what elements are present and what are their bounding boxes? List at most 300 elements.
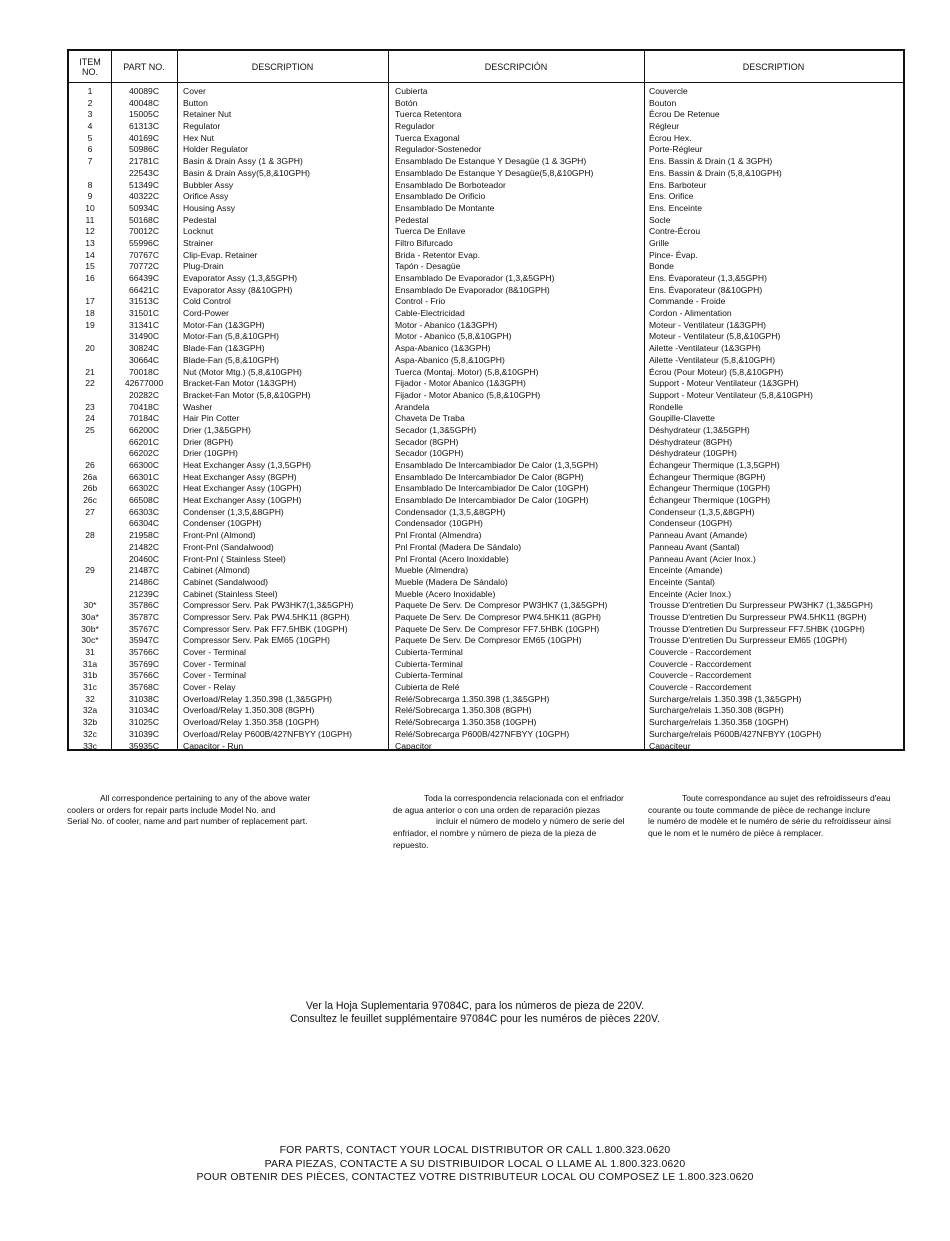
description-en-cell: Pedestal bbox=[183, 214, 217, 225]
description-en-cell: Button bbox=[183, 97, 208, 108]
description-fr-cell: Surcharge/relais P600B/427NFBYY (10GPH) bbox=[649, 728, 822, 739]
part-no-cell: 66200C bbox=[128, 424, 160, 435]
item-no-cell: 7 bbox=[87, 156, 93, 167]
description-fr-cell: Ens. Évaporateur (1,3,&5GPH) bbox=[649, 273, 767, 283]
note-line: incluir el número de modelo y número de serie del bbox=[436, 816, 625, 827]
description-en-cell: Hair Pin Cotter bbox=[183, 413, 240, 424]
description-en-cell: Capacitor - Run bbox=[183, 740, 244, 751]
description-en-cell: Plug-Drain bbox=[183, 261, 224, 272]
table-row bbox=[69, 144, 903, 156]
description-es-cell: Secador (10GPH) bbox=[395, 448, 464, 459]
item-no-cell: 14 bbox=[85, 249, 95, 260]
description-fr-cell: Échangeur Thermique (1,3,5GPH) bbox=[649, 460, 780, 470]
description-es-cell: Pedestal bbox=[395, 214, 429, 225]
description-en-cell: Drier (1,3&5GPH) bbox=[183, 424, 251, 435]
item-no-cell: 28 bbox=[85, 530, 95, 541]
description-fr-cell: Ens. Évaporateur (8&10GPH) bbox=[649, 284, 763, 295]
description-fr-cell: Couvercle bbox=[649, 86, 688, 96]
table-row bbox=[69, 273, 903, 285]
description-en-cell: Drier (8GPH) bbox=[183, 436, 234, 447]
description-en-cell: Compressor Serv. Pak EM65 (10GPH) bbox=[183, 635, 330, 646]
description-en-cell: Bracket-Fan Motor (1&3GPH) bbox=[183, 378, 297, 389]
table-row bbox=[69, 425, 903, 437]
description-es-cell: Tuerca (Montaj. Motor) (5,8,&10GPH) bbox=[395, 366, 539, 377]
description-en-cell: Cold Control bbox=[183, 296, 231, 307]
description-es-cell: Cubierta-Terminal bbox=[395, 670, 463, 681]
part-no-cell: 66302C bbox=[128, 483, 160, 494]
description-es-cell: Cable-Electricidad bbox=[395, 308, 465, 319]
part-no-cell: 66303C bbox=[128, 506, 160, 517]
description-es-cell: Paquete De Serv. De Compresor FF7.5HBK (10GPH) bbox=[395, 623, 600, 634]
table-row bbox=[69, 402, 903, 414]
part-no-cell: 35768C bbox=[128, 682, 160, 693]
table-row bbox=[69, 343, 903, 355]
item-no-cell: 31c bbox=[83, 682, 97, 693]
description-fr-cell: Enceinte (Amande) bbox=[649, 565, 723, 576]
description-es-cell: Tuerca Exagonal bbox=[395, 132, 460, 143]
table-row bbox=[69, 156, 903, 168]
note-line: enfriador, el nombre y número de pieza de la pieza de bbox=[393, 828, 597, 839]
item-no-cell: 23 bbox=[85, 401, 95, 412]
description-es-cell: Cubierta-Terminal bbox=[395, 647, 463, 657]
description-fr-cell: Trousse D'entretien Du Surpresseur PW4.5HK11 (8GPH) bbox=[649, 611, 867, 622]
description-es-cell: Botón bbox=[395, 97, 418, 108]
description-es-cell: Cubierta-Terminal bbox=[395, 658, 463, 669]
description-en-cell: Basin & Drain Assy (1 & 3GPH) bbox=[183, 156, 303, 167]
item-no-cell: 21 bbox=[85, 366, 95, 377]
note-line: repuesto. bbox=[393, 839, 429, 850]
description-es-cell: Fijador - Motor Abanico (1&3GPH) bbox=[395, 378, 526, 389]
item-no-cell: 12 bbox=[85, 226, 95, 237]
description-es-cell: Relé/Sobrecarga 1.350.308 (8GPH) bbox=[395, 705, 532, 716]
part-no-cell: 30664C bbox=[128, 354, 160, 365]
description-en-cell: Cover - Relay bbox=[183, 682, 236, 693]
description-en-cell: Housing Assy bbox=[183, 202, 236, 213]
part-no-cell: 66201C bbox=[128, 436, 160, 447]
description-fr-cell: Surcharge/relais 1.350.308 (8GPH) bbox=[649, 705, 784, 716]
description-en-cell: Drier (10GPH) bbox=[183, 448, 238, 459]
part-no-cell: 31034C bbox=[128, 705, 160, 716]
part-no-cell: 21781C bbox=[128, 156, 160, 167]
item-no-cell: 18 bbox=[85, 308, 95, 319]
description-es-cell: Condensador (1,3,5,&8GPH) bbox=[395, 506, 506, 517]
table-row bbox=[69, 180, 903, 192]
description-en-cell: Cabinet (Almond) bbox=[183, 565, 250, 576]
table-row bbox=[69, 530, 903, 542]
description-es-cell: Paquete De Serv. De Compresor PW4.5HK11 (8GPH) bbox=[395, 611, 602, 622]
description-en-cell: Cord-Power bbox=[183, 308, 229, 319]
description-fr-cell: Condenseur (10GPH) bbox=[649, 518, 733, 529]
part-no-cell: 31513C bbox=[128, 296, 160, 307]
description-es-cell: Pnl Frontal (Acero Inoxidable) bbox=[395, 553, 509, 564]
description-en-cell: Bubbler Assy bbox=[183, 179, 234, 190]
description-es-cell: Tuerca De Enllave bbox=[395, 226, 466, 237]
description-en-cell: Clip-Evap. Retainer bbox=[183, 249, 258, 260]
description-en-cell: Hex Nut bbox=[183, 132, 215, 143]
item-no-cell: 29 bbox=[85, 565, 95, 576]
description-es-cell: Ensamblado De Estanque Y Desagüe (1 & 3GPH) bbox=[395, 156, 587, 167]
table-row bbox=[69, 647, 903, 659]
description-en-cell: Locknut bbox=[183, 226, 214, 237]
table-row bbox=[69, 355, 903, 367]
table-row bbox=[69, 612, 903, 624]
description-es-cell: Condensador (10GPH) bbox=[395, 518, 483, 529]
description-es-cell: Ensamblado De Evaporador (8&10GPH) bbox=[395, 284, 550, 295]
part-no-cell: 22543C bbox=[128, 167, 160, 178]
description-es-cell: Ensamblado De Montante bbox=[395, 202, 495, 213]
description-es-cell: Pnl Frontal (Almendra) bbox=[395, 530, 482, 541]
table-row bbox=[69, 331, 903, 343]
description-fr-cell: Enceinte (Acier Inox.) bbox=[649, 588, 732, 599]
description-en-cell: Heat Exchanger Assy (1,3,5GPH) bbox=[183, 460, 312, 470]
table-row bbox=[69, 565, 903, 577]
description-es-cell: Secador (8GPH) bbox=[395, 436, 459, 447]
part-no-cell: 70418C bbox=[128, 401, 160, 412]
table-row bbox=[69, 320, 903, 332]
item-no-cell: 6 bbox=[87, 144, 93, 155]
part-no-cell: 30824C bbox=[128, 343, 160, 354]
part-no-cell: 21487C bbox=[128, 565, 160, 576]
item-no-cell: 30* bbox=[83, 600, 97, 611]
description-es-cell: Secador (1,3&5GPH) bbox=[395, 424, 477, 435]
description-es-cell: Ensamblado De Borboteador bbox=[395, 179, 506, 190]
description-es-cell: Relé/Sobrecarga 1.350.398 (1,3&5GPH) bbox=[395, 693, 550, 704]
description-en-cell: Evaporator Assy (8&10GPH) bbox=[183, 284, 293, 295]
description-fr-cell: Bouton bbox=[649, 97, 677, 108]
description-es-cell: Relé/Sobrecarga P600B/427NFBYY (10GPH) bbox=[395, 728, 570, 739]
part-no-cell: 21486C bbox=[128, 576, 160, 587]
table-row bbox=[69, 203, 903, 215]
description-fr-cell: Écrou De Retenue bbox=[649, 109, 720, 120]
description-en-cell: Condenser (10GPH) bbox=[183, 518, 262, 529]
part-no-cell: 35787C bbox=[128, 611, 160, 622]
part-no-cell: 20460C bbox=[128, 553, 160, 564]
part-no-cell: 20282C bbox=[128, 389, 160, 400]
description-fr-cell: Déshydrateur (8GPH) bbox=[649, 436, 733, 447]
note-line: de agua anterior o con una orden de reparación piezas bbox=[393, 804, 600, 815]
note-french bbox=[648, 793, 908, 840]
description-fr-cell: Support - Moteur Ventilateur (1&3GPH) bbox=[649, 378, 799, 389]
note-line: All correspondence pertaining to any of the above water bbox=[100, 793, 311, 803]
description-fr-cell: Grille bbox=[649, 237, 670, 248]
description-es-cell: Regulador-Sostenedor bbox=[395, 144, 482, 155]
contact-line-es: PARA PIEZAS, CONTACTE A SU DISTRIBUIDOR LOCAL O LLAME AL 1.800.323.0620 bbox=[264, 1158, 686, 1170]
header-item-no: ITEM NO. bbox=[79, 56, 101, 77]
parts-table bbox=[67, 49, 905, 751]
table-row bbox=[69, 448, 903, 460]
description-es-cell: Aspa-Abanico (1&3GPH) bbox=[395, 343, 491, 354]
description-es-cell: Ensamblado De Intercambiador De Calor (8GPH) bbox=[395, 471, 584, 482]
table-row bbox=[69, 413, 903, 425]
description-es-cell: Ensamblado De Intercambiador De Calor (1,3,5GPH) bbox=[395, 460, 598, 470]
description-fr-cell: Ens. Bassin & Drain (5,8,&10GPH) bbox=[649, 167, 782, 178]
part-no-cell: 42677000 bbox=[124, 378, 164, 389]
description-en-cell: Overload/Relay 1.350.358 (10GPH) bbox=[183, 717, 320, 728]
table-row bbox=[69, 518, 903, 530]
description-en-cell: Retainer Nut bbox=[183, 109, 232, 120]
description-fr-cell: Couvercle - Raccordement bbox=[649, 658, 752, 669]
description-fr-cell: Panneau Avant (Acier Inox.) bbox=[649, 553, 756, 564]
table-row bbox=[69, 705, 903, 717]
table-row bbox=[69, 296, 903, 308]
description-fr-cell: Pince- Évap. bbox=[649, 249, 698, 260]
part-no-cell: 35947C bbox=[128, 635, 160, 646]
table-body bbox=[69, 86, 903, 752]
description-fr-cell: Panneau Avant (Amande) bbox=[649, 530, 748, 541]
item-no-cell: 11 bbox=[85, 214, 95, 225]
note-line: coolers or orders for repair parts include Model No. and bbox=[67, 804, 276, 815]
note-line: le numéro de modèle et le numéro de série du refroidisseur ainsi bbox=[648, 816, 891, 827]
description-en-cell: Front-Pnl ( Stainless Steel) bbox=[183, 553, 286, 564]
table-row bbox=[69, 168, 903, 180]
table-row bbox=[69, 659, 903, 671]
table-row bbox=[69, 98, 903, 110]
description-en-cell: Orifice Assy bbox=[183, 191, 229, 202]
table-row bbox=[69, 86, 903, 98]
table-row bbox=[69, 238, 903, 250]
table-row bbox=[69, 121, 903, 133]
part-no-cell: 66508C bbox=[128, 495, 160, 506]
description-en-cell: Compressor Serv. Pak FF7.5HBK (10GPH) bbox=[183, 623, 348, 634]
table-row bbox=[69, 589, 903, 601]
note-line: Toute correspondance au sujet des refroidisseurs d'eau bbox=[682, 793, 891, 803]
item-no-cell: 20 bbox=[85, 343, 95, 354]
description-es-cell: Fijador - Motor Abanico (5,8,&10GPH) bbox=[395, 389, 541, 400]
table-row bbox=[69, 437, 903, 449]
description-en-cell: Cover - Terminal bbox=[183, 647, 246, 657]
part-no-cell: 21482C bbox=[128, 541, 160, 552]
description-fr-cell: Échangeur Thermique (8GPH) bbox=[649, 471, 766, 482]
description-es-cell: Motor - Abanico (5,8,&10GPH) bbox=[395, 331, 512, 342]
item-no-cell: 13 bbox=[85, 237, 95, 248]
part-no-cell: 66439C bbox=[128, 273, 160, 283]
item-no-cell: 32a bbox=[82, 705, 98, 716]
part-no-cell: 35766C bbox=[128, 647, 160, 657]
part-no-cell: 40322C bbox=[128, 191, 160, 202]
table-row bbox=[69, 133, 903, 145]
description-fr-cell: Enceinte (Santal) bbox=[649, 576, 715, 587]
description-en-cell: Overload/Relay 1.350.398 (1,3&5GPH) bbox=[183, 693, 333, 704]
description-fr-cell: Goupille-Clavette bbox=[649, 413, 715, 424]
item-no-cell: 26b bbox=[82, 483, 98, 494]
part-no-cell: 70018C bbox=[128, 366, 160, 377]
description-es-cell: Mueble (Acero Inoxidable) bbox=[395, 588, 496, 599]
description-fr-cell: Couvercle - Raccordement bbox=[649, 682, 752, 693]
description-en-cell: Compressor Serv. Pak PW4.5HK11 (8GPH) bbox=[183, 611, 350, 622]
item-no-cell: 32 bbox=[85, 693, 95, 704]
contact-line-fr: POUR OBTENIR DES PIÈCES, CONTACTEZ VOTRE DISTRIBUTEUR LOCAL OU COMPOSEZ LE 1.800.323.0620 bbox=[196, 1172, 754, 1183]
description-fr-cell: Cordon - Alimentation bbox=[649, 308, 732, 319]
item-no-cell: 16 bbox=[85, 273, 95, 283]
description-es-cell: Paquete De Serv. De Compresor PW3HK7 (1,3&5GPH) bbox=[395, 600, 608, 611]
description-fr-cell: Couvercle - Raccordement bbox=[649, 647, 752, 657]
description-es-cell: Paquete De Serv. De Compresor EM65 (10GPH) bbox=[395, 635, 582, 646]
part-no-cell: 70772C bbox=[128, 261, 160, 272]
table-row bbox=[69, 542, 903, 554]
description-fr-cell: Porte-Régleur bbox=[649, 144, 703, 155]
table-row bbox=[69, 367, 903, 379]
description-en-cell: Condenser (1,3,5,&8GPH) bbox=[183, 506, 284, 517]
description-en-cell: Washer bbox=[183, 401, 213, 412]
item-no-cell: 22 bbox=[85, 378, 95, 389]
note-spanish bbox=[393, 793, 638, 852]
header-description-fr: DESCRIPTION bbox=[742, 61, 805, 72]
part-no-cell: 70012C bbox=[128, 226, 160, 237]
part-no-cell: 70767C bbox=[128, 249, 160, 260]
description-fr-cell: Support - Moteur Ventilateur (5,8,&10GPH) bbox=[649, 389, 813, 400]
description-es-cell: Regulador bbox=[395, 121, 435, 132]
description-en-cell: Cabinet (Sandalwood) bbox=[183, 576, 269, 587]
description-es-cell: Ensamblado De Evaporador (1,3,&5GPH) bbox=[395, 273, 555, 283]
description-en-cell: Basin & Drain Assy(5,8,&10GPH) bbox=[183, 167, 311, 178]
part-no-cell: 50168C bbox=[128, 214, 160, 225]
description-es-cell: Motor - Abanico (1&3GPH) bbox=[395, 319, 498, 330]
description-fr-cell: Échangeur Thermique (10GPH) bbox=[649, 483, 771, 494]
part-no-cell: 50986C bbox=[128, 144, 160, 155]
item-no-cell: 30a* bbox=[81, 611, 99, 622]
table-row bbox=[69, 495, 903, 507]
item-no-cell: 19 bbox=[85, 319, 95, 330]
description-es-cell: Relé/Sobrecarga 1.350.358 (10GPH) bbox=[395, 717, 537, 728]
description-es-cell: Cubierta bbox=[395, 86, 428, 96]
description-es-cell: Ensamblado De Orificio bbox=[395, 191, 486, 202]
table-row bbox=[69, 483, 903, 495]
description-fr-cell: Surcharge/relais 1.350.358 (10GPH) bbox=[649, 717, 789, 728]
description-es-cell: Tuerca Retentora bbox=[395, 109, 462, 120]
description-en-cell: Heat Exchanger Assy (10GPH) bbox=[183, 495, 302, 506]
description-fr-cell: Déshydrateur (10GPH) bbox=[649, 448, 737, 459]
description-es-cell: Brida - Retentor Evap. bbox=[395, 249, 481, 260]
supplement-note-fr: Consultez le feuillet supplémentaire 97084C pour les numéros de pièces 220V. bbox=[289, 1013, 661, 1025]
description-en-cell: Cabinet (Stainless Steel) bbox=[183, 588, 278, 599]
description-es-cell: Capacitor bbox=[395, 740, 432, 751]
description-en-cell: Overload/Relay 1.350.308 (8GPH) bbox=[183, 705, 315, 716]
item-no-cell: 27 bbox=[85, 506, 95, 517]
description-en-cell: Heat Exchanger Assy (8GPH) bbox=[183, 471, 297, 482]
description-es-cell: Ensamblado De Estanque Y Desagüe(5,8,&10GPH) bbox=[395, 167, 594, 178]
part-no-cell: 50934C bbox=[128, 202, 160, 213]
description-fr-cell: Ens. Bassin & Drain (1 & 3GPH) bbox=[649, 156, 773, 167]
table-row bbox=[69, 109, 903, 121]
item-no-cell: 5 bbox=[87, 132, 93, 143]
table-row bbox=[69, 390, 903, 402]
description-es-cell: Aspa-Abanico (5,8,&10GPH) bbox=[395, 354, 505, 365]
description-fr-cell: Écrou (Pour Moteur) (5,8,&10GPH) bbox=[649, 366, 784, 377]
description-es-cell: Ensamblado De Intercambiador De Calor (10GPH) bbox=[395, 495, 589, 506]
table-row bbox=[69, 460, 903, 472]
description-en-cell: Regulator bbox=[183, 121, 221, 132]
part-no-cell: 70184C bbox=[128, 413, 160, 424]
description-en-cell: Evaporator Assy (1,3,&5GPH) bbox=[183, 273, 298, 283]
table-row bbox=[69, 600, 903, 612]
note-line: que le nom et le numéro de pièce à remplacer. bbox=[648, 828, 824, 839]
description-fr-cell: Écrou Hex. bbox=[649, 132, 692, 143]
item-no-cell: 33c bbox=[83, 740, 97, 751]
description-fr-cell: Condenseur (1,3,5,&8GPH) bbox=[649, 506, 755, 517]
table-row bbox=[69, 729, 903, 741]
table-row bbox=[69, 226, 903, 238]
description-fr-cell: Commande - Froide bbox=[649, 296, 726, 307]
table-row bbox=[69, 191, 903, 203]
description-fr-cell: Ens. Enceinte bbox=[649, 202, 703, 213]
header-description-en: DESCRIPTION bbox=[251, 61, 314, 72]
part-no-cell: 35767C bbox=[128, 623, 160, 634]
description-fr-cell: Couvercle - Raccordement bbox=[649, 670, 752, 681]
description-en-cell: Nut (Motor Mtg.) (5,8,&10GPH) bbox=[183, 366, 302, 377]
supplement-note-es: Ver la Hoja Suplementaria 97084C, para los números de pieza de 220V. bbox=[305, 1000, 645, 1012]
table-row bbox=[69, 624, 903, 636]
part-no-cell: 31038C bbox=[128, 693, 160, 704]
description-es-cell: Mueble (Almendra) bbox=[395, 565, 469, 576]
description-en-cell: Bracket-Fan Motor (5,8,&10GPH) bbox=[183, 389, 311, 400]
description-fr-cell: Ens. Orifice bbox=[649, 191, 694, 202]
part-no-cell: 31501C bbox=[128, 308, 160, 319]
description-en-cell: Front-Pnl (Almond) bbox=[183, 530, 256, 541]
description-es-cell: Ensamblado De Intercambiador De Calor (10GPH) bbox=[395, 483, 589, 494]
item-no-cell: 32c bbox=[83, 728, 97, 739]
table-row bbox=[69, 682, 903, 694]
item-no-cell: 2 bbox=[87, 97, 93, 108]
description-fr-cell: Déshydrateur (1,3&5GPH) bbox=[649, 424, 750, 435]
description-en-cell: Compressor Serv. Pak PW3HK7(1,3&5GPH) bbox=[183, 600, 354, 611]
item-no-cell: 32b bbox=[82, 717, 98, 728]
item-no-cell: 9 bbox=[87, 191, 93, 202]
item-no-cell: 17 bbox=[85, 296, 95, 307]
item-no-cell: 30c* bbox=[81, 635, 99, 646]
item-no-cell: 31b bbox=[82, 670, 98, 681]
note-line: courante ou toute commande de pièce de rechange inclure bbox=[648, 804, 871, 815]
part-no-cell: 40089C bbox=[128, 86, 160, 96]
description-fr-cell: Contre-Écrou bbox=[649, 226, 701, 237]
description-en-cell: Cover - Terminal bbox=[183, 670, 246, 681]
table-row bbox=[69, 472, 903, 484]
table-row bbox=[69, 694, 903, 706]
part-no-cell: 40048C bbox=[128, 97, 160, 108]
part-no-cell: 66300C bbox=[128, 460, 160, 470]
part-no-cell: 40169C bbox=[128, 132, 160, 143]
item-no-cell: 8 bbox=[87, 179, 93, 190]
description-fr-cell: Socle bbox=[649, 214, 671, 225]
note-line: Serial No. of cooler, name and part number of replacement part. bbox=[67, 816, 308, 827]
part-no-cell: 21239C bbox=[128, 588, 160, 599]
description-fr-cell: Échangeur Thermique (10GPH) bbox=[649, 495, 771, 506]
description-en-cell: Motor-Fan (5,8,&10GPH) bbox=[183, 331, 279, 342]
description-fr-cell: Moteur - Ventilateur (1&3GPH) bbox=[649, 319, 767, 330]
part-no-cell: 35935C bbox=[128, 740, 160, 751]
item-no-cell: 25 bbox=[85, 424, 95, 435]
description-en-cell: Front-Pnl (Sandalwood) bbox=[183, 541, 274, 552]
description-en-cell: Cover bbox=[183, 86, 206, 96]
part-no-cell: 31025C bbox=[128, 717, 160, 728]
description-fr-cell: Ens. Barboteur bbox=[649, 179, 707, 190]
description-en-cell: Heat Exchanger Assy (10GPH) bbox=[183, 483, 302, 494]
header-divider bbox=[69, 82, 903, 83]
description-fr-cell: Régleur bbox=[649, 121, 680, 132]
description-fr-cell: Ailette -Ventilateur (1&3GPH) bbox=[649, 343, 761, 354]
part-no-cell: 55996C bbox=[128, 237, 160, 248]
part-no-cell: 35769C bbox=[128, 658, 160, 669]
description-es-cell: Cubierta de Relé bbox=[395, 682, 460, 693]
item-no-cell: 26a bbox=[82, 471, 98, 482]
table-row bbox=[69, 635, 903, 647]
description-en-cell: Cover - Terminal bbox=[183, 658, 246, 669]
part-no-cell: 15005C bbox=[128, 109, 160, 120]
item-no-cell: 24 bbox=[85, 413, 95, 424]
description-en-cell: Overload/Relay P600B/427NFBYY (10GPH) bbox=[183, 728, 352, 739]
table-row bbox=[69, 215, 903, 227]
part-no-cell: 31039C bbox=[128, 728, 160, 739]
description-en-cell: Blade-Fan (1&3GPH) bbox=[183, 343, 265, 354]
